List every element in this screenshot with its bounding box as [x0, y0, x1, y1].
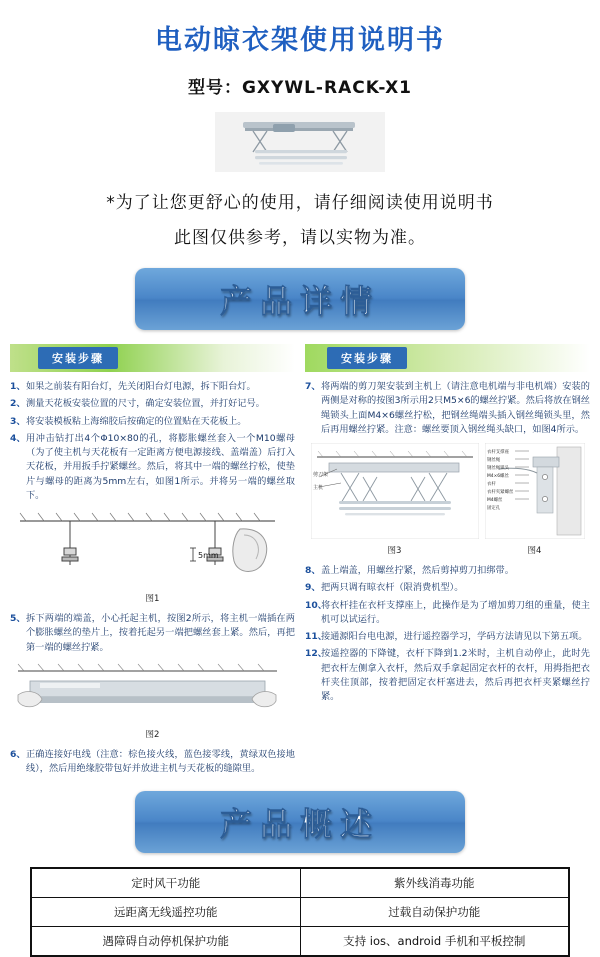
step-number: 12、 [305, 648, 327, 660]
figure-2-drawing [10, 661, 285, 723]
right-section-title: 安装步骤 [327, 347, 407, 369]
notice-line-2: 此图仅供参考，请以实物为准。 [174, 228, 426, 248]
notice-line-1: *为了让您更舒心的使用，请仔细阅读使用说明书 [106, 193, 494, 213]
step-number: 7、 [305, 381, 321, 392]
step-text: 盖上端盖，用螺丝拧紧，然后剪掉剪刀扣绑带。 [321, 565, 514, 576]
step-number: 11、 [305, 631, 327, 642]
step-number: 9、 [305, 582, 321, 594]
step-text: 将安装模板粘上海绵胶后按确定的位置贴在天花板上。 [26, 415, 247, 427]
right-section-header [305, 344, 590, 374]
svg-text:钢丝绳锁头: 钢丝绳锁头 [486, 466, 509, 471]
feature-cell: 定时风干功能 [31, 868, 300, 898]
svg-text:衣杆支撑座: 衣杆支撑座 [486, 450, 509, 455]
svg-text:钢丝绳: 钢丝绳 [486, 458, 500, 463]
feature-cell: 紫外线消毒功能 [300, 868, 569, 898]
page-title: 电动晾衣架使用说明书 [155, 25, 445, 56]
feature-cell: 支持 ios、android 手机和平板控制 [300, 927, 569, 957]
banner-product-details-label: 产品详情 [219, 282, 380, 320]
step-number: 10、 [305, 599, 327, 611]
step-text: 将衣杆挂在衣杆支撑座上，此操作是为了增加剪刀组的重量，使主机可以试运行。 [321, 599, 590, 625]
step-text: 将两端的剪刀架安装到主机上（请注意电机端与非电机端）安装的两侧是对称的按图3所示用2只M5×6的螺丝拧紧。然后将放在钢丝绳锁头上面M4×6螺丝拧松，把钢丝绳端头插入钢丝绳锁头里，然后再用螺丝拧紧。注意：螺丝要顶入钢丝绳头缺口，如图4所示。 [321, 381, 590, 435]
figure-4-drawing [485, 443, 585, 539]
left-column [10, 344, 295, 779]
figure-3-4-block [305, 443, 590, 556]
list-item [305, 599, 590, 628]
product-photo [215, 112, 385, 172]
step-number: 1、 [10, 381, 26, 392]
list-item [10, 397, 295, 411]
right-step-list [305, 380, 590, 437]
right-column [305, 344, 590, 779]
figure-4-caption: 图4 [527, 546, 542, 556]
svg-text:主机: 主机 [312, 485, 323, 491]
figure-2-caption: 图2 [145, 729, 160, 740]
left-step-list-3 [10, 748, 295, 777]
step-text: 拆下两端的端盖，小心托起主机，按图2所示，将主机一端插在两个膨胀螺丝的垫片上，按着托起另一端把螺丝套上紧。然后，再把第一端的螺丝拧紧。 [26, 613, 295, 653]
instruction-manual-page [0, 18, 600, 949]
step-text: 把两只调有晾衣杆（限消费机型）。 [321, 582, 464, 594]
step-text: 用冲击钻打出4个Φ10×80的孔，将膨胀螺丝套入一个M10螺母（为了使主机与天花板有一定距离方便电源接线、盖端盖）后打入天花板，并用扳手拧紧螺丝。然后，将其中一端的螺丝拧松，使垫片与螺母的距离为5mm左右，如图1所示。并将另一端的螺丝取下。 [26, 432, 295, 501]
step-number: 6、 [10, 748, 26, 760]
step-number: 4、 [10, 432, 26, 444]
step-text: 如果之前装有阳台灯，先关闭阳台灯电源，拆下阳台灯。 [26, 381, 256, 392]
list-item [305, 647, 590, 704]
instruction-columns [0, 344, 600, 779]
step-text: 按遥控器的下降键，衣杆下降到1.2米时，主机自动停止，此时先把衣杆左侧拿入衣杆，然后双手拿起固定衣杆的衣杆，用拇指把衣杆夹住顶部，按着把固定衣杆塞进去，然后再把衣杆夹紧螺丝拧紧。 [321, 648, 590, 702]
step-text: 正确连接好电线（注意：棕色接火线，蓝色接零线，黄绿双色接地线），然后用绝缘胶带包好并放进主机与天花板的缝隙里。 [26, 748, 295, 774]
left-step-list-2 [10, 612, 295, 655]
figure-4-wrap [485, 443, 585, 556]
step-number: 5、 [10, 613, 26, 624]
list-item [305, 380, 590, 437]
banner-product-overview-label: 产品概述 [219, 805, 380, 844]
list-item [10, 415, 295, 429]
list-item [10, 432, 295, 503]
step-number: 2、 [10, 398, 26, 410]
list-item [10, 612, 295, 655]
list-item [10, 748, 295, 777]
svg-text:衣杆: 衣杆 [486, 482, 496, 487]
list-item [305, 564, 590, 578]
step-text: 接通源阳台电电源，进行遥控器学习，学码方法请见以下第五项。 [321, 631, 588, 642]
figure-3-wrap [311, 443, 479, 556]
table-row [31, 868, 569, 898]
table-row [31, 927, 569, 957]
banner-product-details [135, 268, 465, 330]
feature-cell: 远距离无线遥控功能 [31, 898, 300, 927]
model-number: 型号：GXYWL-RACK-X1 [187, 78, 413, 98]
table-row [31, 898, 569, 927]
step-number: 3、 [10, 415, 26, 427]
figure-row [305, 443, 590, 556]
svg-text:固定孔: 固定孔 [486, 506, 500, 511]
list-item [10, 380, 295, 394]
svg-text:衣杆夹紧螺丝: 衣杆夹紧螺丝 [486, 490, 513, 495]
figure-1-drawing [10, 509, 285, 587]
left-step-list [10, 380, 295, 503]
left-section-title: 安装步骤 [38, 347, 118, 369]
figure-2-block [10, 661, 295, 740]
figure-3-caption: 图3 [387, 546, 402, 556]
figure-1-caption: 图1 [145, 594, 160, 604]
figure-1-block [10, 509, 295, 604]
feature-cell: 遇障碍自动停机保护功能 [31, 927, 300, 957]
list-item [305, 630, 590, 644]
figure-1-dimension-label: 5mm [198, 551, 219, 560]
left-section-header [10, 344, 295, 374]
feature-cell: 过载自动保护功能 [300, 898, 569, 927]
svg-text:M4螺丝: M4螺丝 [486, 498, 502, 503]
svg-text:剪刀架: 剪刀架 [312, 472, 328, 478]
list-item [305, 581, 590, 595]
figure-3-drawing [311, 443, 479, 539]
step-text: 测量天花板安装位置的尺寸，确定安装位置，并打好记号。 [26, 398, 265, 410]
svg-text:M4×6螺丝: M4×6螺丝 [486, 474, 509, 479]
right-step-list-2 [305, 564, 590, 704]
banner-product-overview [135, 791, 465, 853]
feature-table [30, 867, 570, 957]
step-number: 8、 [305, 565, 321, 576]
